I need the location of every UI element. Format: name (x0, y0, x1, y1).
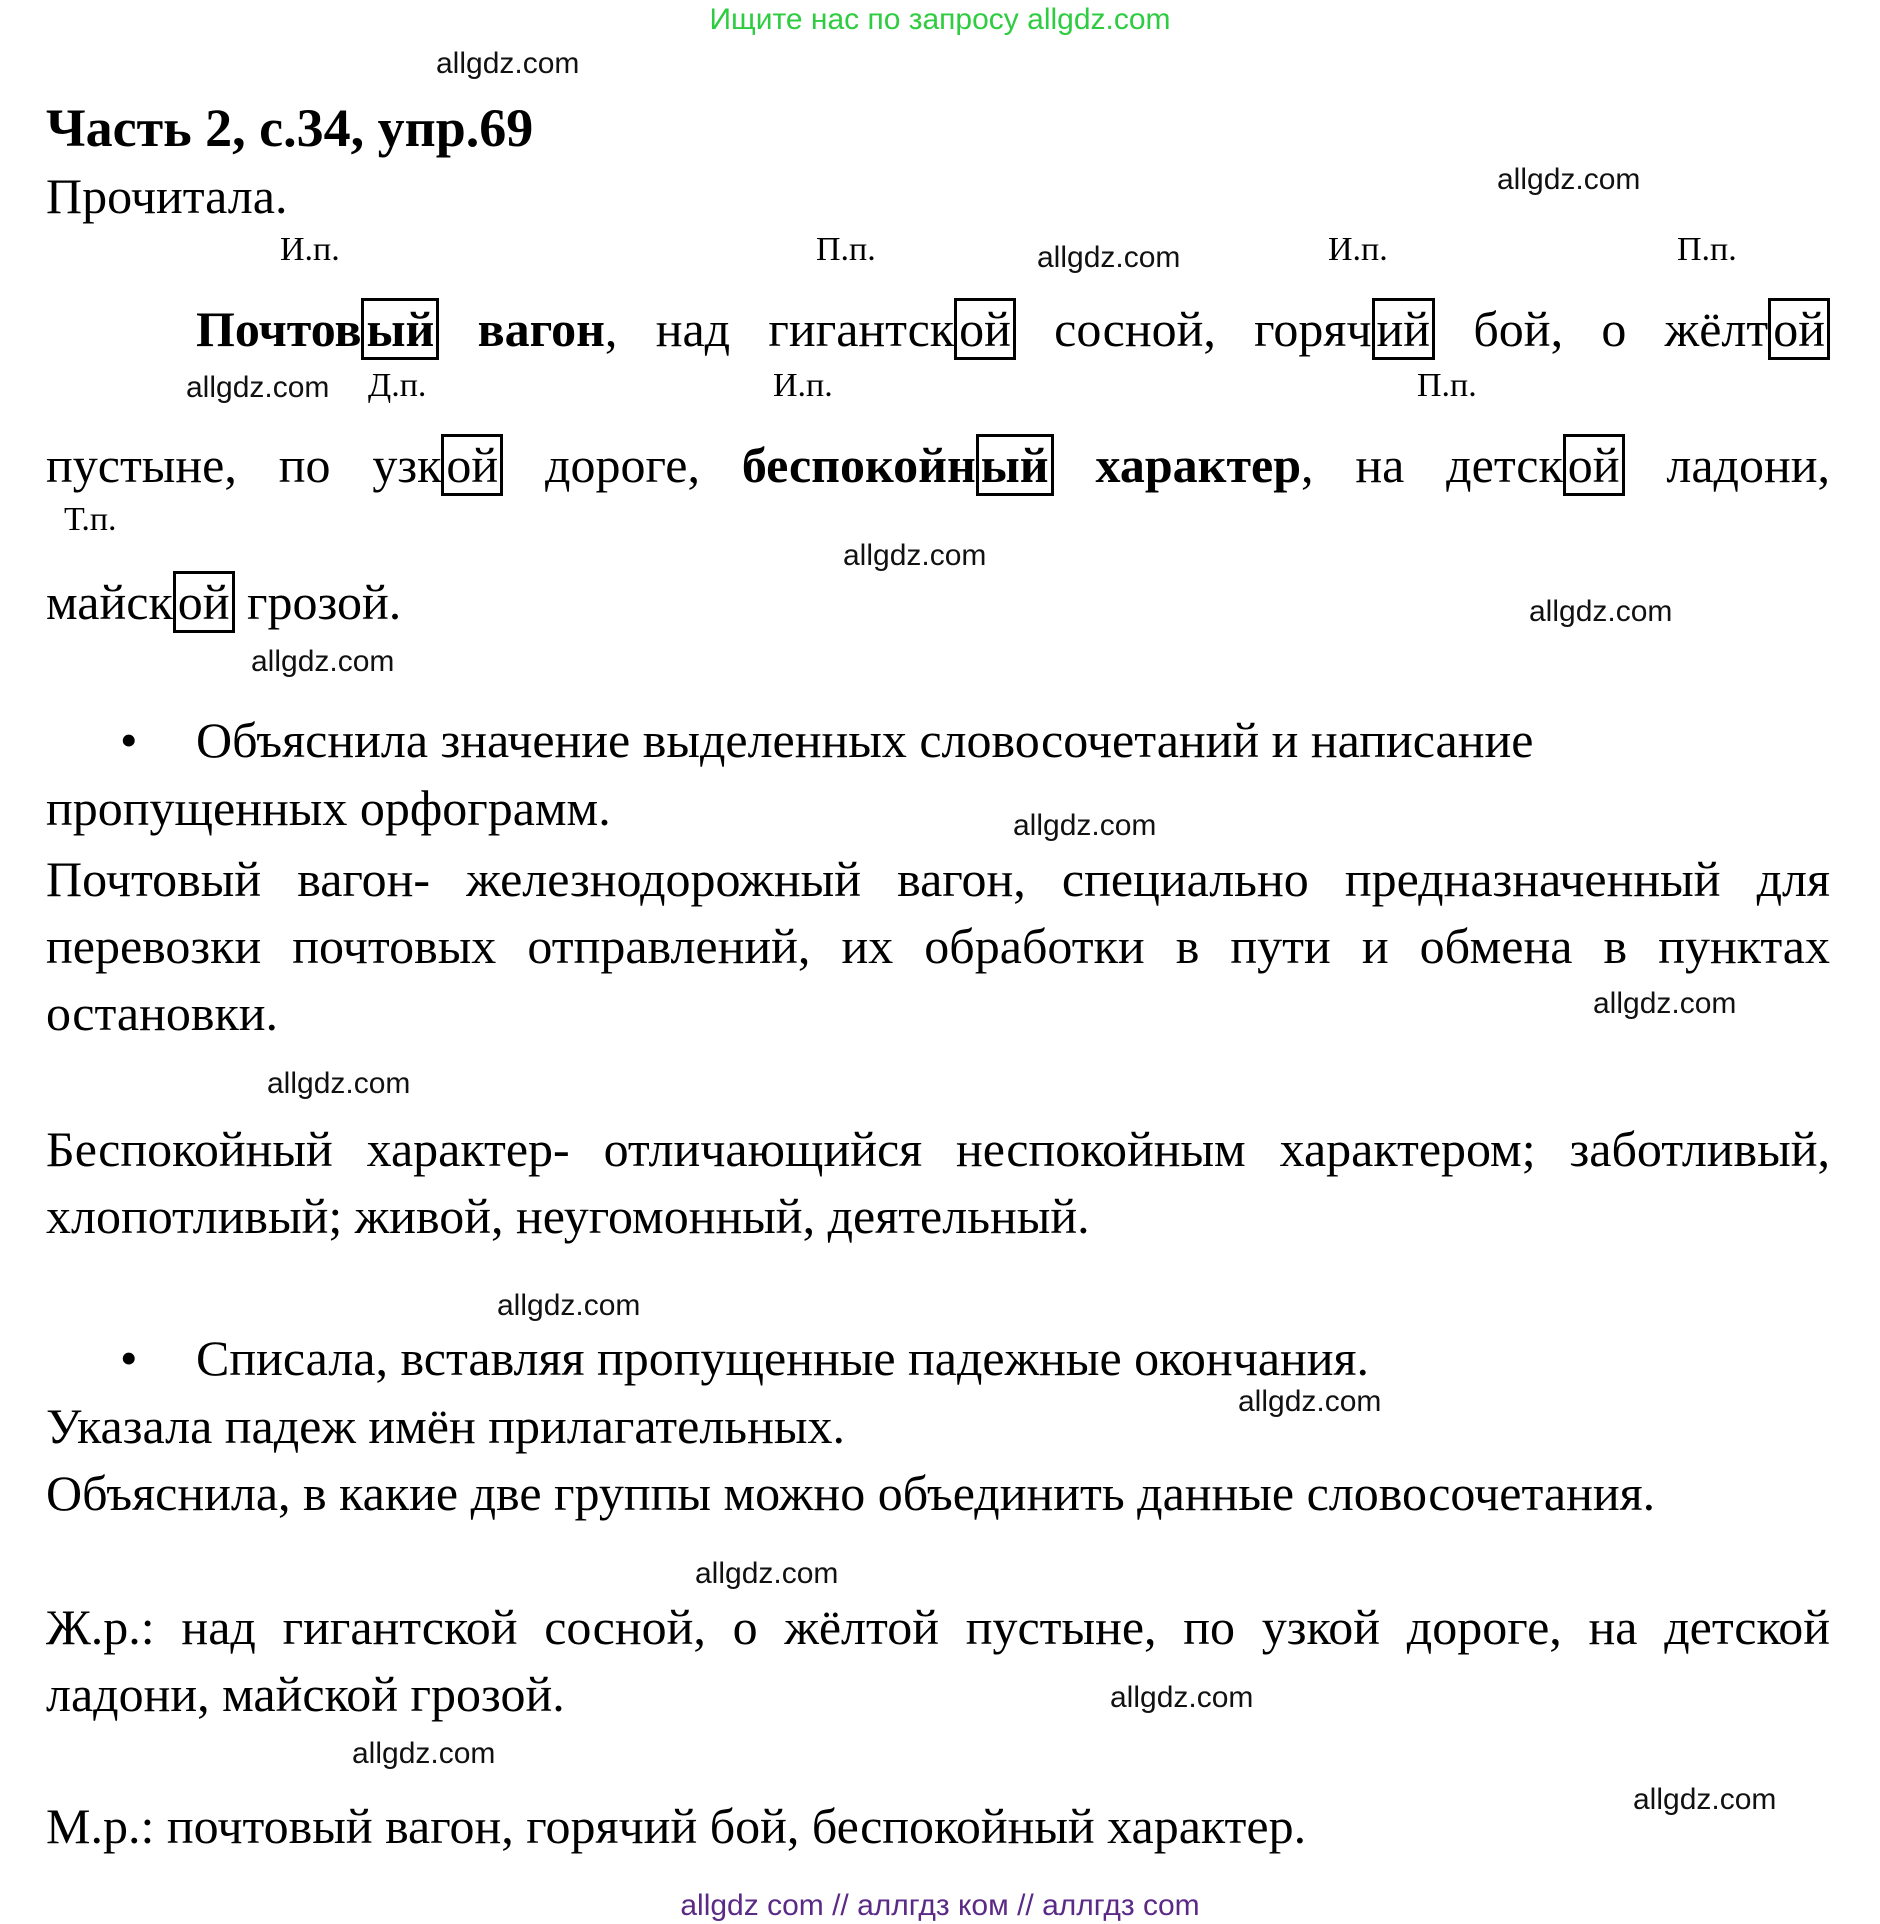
watermark: allgdz.com (1497, 163, 1641, 196)
footer-links[interactable]: allgdz com // аллгдз ком // аллгдз com (680, 1889, 1200, 1922)
bullet-icon: • (120, 712, 138, 768)
ending-box: ой (954, 298, 1016, 360)
watermark: allgdz.com (352, 1737, 496, 1770)
watermark: allgdz.com (1633, 1783, 1777, 1816)
text-segment: бой, о жёлт (1435, 301, 1769, 357)
text-segment: ладони, (1624, 437, 1830, 493)
case-label: И.п. (1328, 231, 1388, 268)
task-case: Указала падеж имён прилагательных. (46, 1398, 845, 1454)
case-label: П.п. (1677, 231, 1737, 268)
ending-box: ой (1563, 434, 1625, 496)
watermark: allgdz.com (695, 1557, 839, 1590)
exercise-line-3 (46, 572, 401, 632)
bullet-icon: • (120, 1330, 138, 1386)
text-segment: сосной, горяч (1015, 301, 1372, 357)
watermark: allgdz.com (497, 1289, 641, 1322)
watermark: allgdz.com (267, 1067, 411, 1100)
case-label: П.п. (1417, 367, 1477, 404)
watermark: allgdz.com (186, 371, 330, 404)
case-label: Т.п. (64, 501, 117, 538)
text-segment: , над гигантск (604, 301, 955, 357)
case-label: Д.п. (368, 367, 427, 404)
watermark: allgdz.com (1593, 987, 1737, 1020)
ending-box: ий (1372, 298, 1436, 360)
bullet-text: Списала, вставляя пропущенные падежные окончания. (196, 1330, 1370, 1386)
text-segment: пустыне, по узк (46, 437, 442, 493)
search-banner[interactable]: Ищите нас по запросу allgdz.com (709, 3, 1171, 36)
exercise-line-2 (46, 432, 1830, 499)
bold-word: характер (1053, 437, 1302, 493)
ending-box: ой (1768, 298, 1830, 360)
definition-postal-car: Почтовый вагон- железнодорожный вагон, специально предназначенный для перевозки почтовых отправлений, их обработки в пути и обмена в пунктах остановки. (46, 851, 1830, 1041)
watermark: allgdz.com (436, 47, 580, 80)
case-label: И.п. (280, 231, 340, 268)
watermark: allgdz.com (1110, 1681, 1254, 1714)
feminine-group: Ж.р.: над гигантской сосной, о жёлтой пустыне, по узкой дороге, на детской ладони, майской грозой. (46, 1599, 1830, 1722)
masculine-group: М.р.: почтовый вагон, горячий бой, беспокойный характер. (46, 1798, 1307, 1854)
definition-restless-character: Беспокойный характер- отличающийся неспокойным характером; заботливый, хлопотливый; живой, неугомонный, деятельный. (46, 1121, 1830, 1244)
bold-word: вагон (439, 301, 605, 357)
watermark: allgdz.com (251, 645, 395, 678)
case-label: П.п. (816, 231, 876, 268)
watermark: allgdz.com (1037, 241, 1181, 274)
exercise-line-1 (46, 296, 1830, 363)
text-segment: майск (46, 574, 173, 630)
text-segment: , на детск (1301, 437, 1563, 493)
watermark: allgdz.com (1238, 1385, 1382, 1418)
bold-word: Почтов (196, 301, 362, 357)
ending-box: ый (976, 434, 1054, 496)
bullet-text: Объяснила значение выделенных словосочетаний и написание (196, 712, 1534, 768)
watermark: allgdz.com (1529, 595, 1673, 628)
text-segment: дороге, (503, 437, 742, 493)
task-groups: Объяснила, в какие две группы можно объединить данные словосочетания. (46, 1465, 1656, 1521)
case-label: И.п. (773, 367, 833, 404)
page-title: Часть 2, с.34, упр.69 (46, 98, 534, 158)
ending-box: ой (173, 571, 235, 633)
read-note: Прочитала. (46, 168, 288, 224)
bold-word: беспокойн (741, 437, 976, 493)
watermark: allgdz.com (843, 539, 987, 572)
watermark: allgdz.com (1013, 809, 1157, 842)
bullet-text-continued: пропущенных орфограмм. (46, 780, 611, 836)
ending-box: ой (441, 434, 503, 496)
ending-box: ый (361, 298, 439, 360)
text-segment: грозой. (234, 574, 402, 630)
